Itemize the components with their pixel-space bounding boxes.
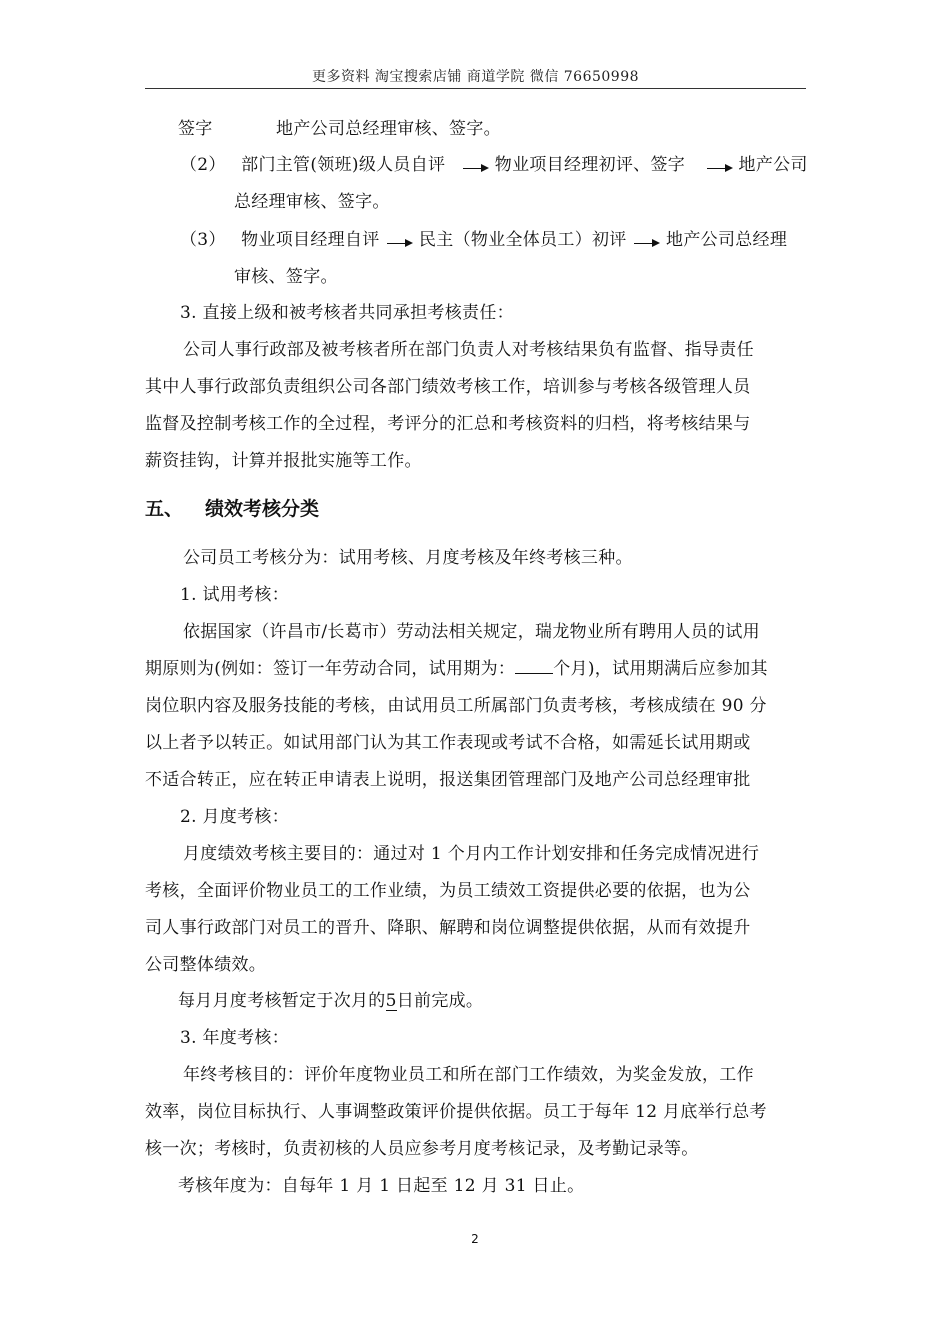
right-arrow-icon (385, 228, 413, 252)
monthly-deadline-start: 每月月度考核暂定于次月的 (178, 991, 386, 1011)
section-heading (145, 494, 319, 521)
responsibility-line-4: 薪资挂钩，计算并报批实施等工作。 (145, 451, 422, 471)
annual-period: 考核年度为：自每年 1 月 1 日起至 12 月 31 日止。 (178, 1176, 585, 1196)
monthly-line-1: 月度绩效考核主要目的：通过对 1 个月内工作计划安排和任务完成情况进行 (183, 844, 760, 864)
flow-item2-step1: 部门主管(领班)级人员自评 (241, 155, 446, 175)
section-title: 绩效考核分类 (205, 498, 320, 520)
trial-line2-start: 期原则为(例如：签订一年劳动合同，试用期为： (145, 659, 516, 679)
flow-line1-approve: 地产公司总经理审核、签字。 (276, 119, 501, 139)
flow-item-3 (180, 228, 787, 252)
annual-title: 3. 年度考核： (180, 1028, 290, 1048)
right-arrow-icon (461, 153, 489, 177)
flow-item3-number: （3） (180, 230, 226, 250)
annual-line-2: 效率，岗位目标执行、人事调整政策评价提供依据。员工于每年 12 月底举行总考 (145, 1102, 767, 1122)
section-number: 五、 (145, 498, 184, 520)
intro-paragraph: 公司员工考核分为：试用考核、月度考核及年终考核三种。 (183, 548, 633, 568)
flow-item-2 (180, 153, 808, 177)
flow-item2-step3: 地产公司 (738, 155, 808, 175)
flow-item3-step3: 地产公司总经理 (666, 230, 788, 250)
flow-item3-continued: 审核、签字。 (234, 267, 338, 287)
responsibility-title: 3. 直接上级和被考核者共同承担考核责任： (180, 303, 514, 323)
annual-line-1: 年终考核目的：评价年度物业员工和所在部门工作绩效，为奖金发放，工作 (183, 1065, 754, 1085)
header-divider (145, 88, 806, 89)
right-arrow-icon (705, 153, 733, 177)
trial-line-1: 依据国家（许昌市/长葛市）劳动法相关规定，瑞龙物业所有聘用人员的试用 (183, 622, 760, 642)
monthly-deadline-day: 5 (385, 991, 397, 1011)
responsibility-line-2: 其中人事行政部负责组织公司各部门绩效考核工作，培训参与考核各级管理人员 (145, 377, 751, 397)
flow-item2-step2: 物业项目经理初评、签字 (494, 155, 686, 175)
monthly-title: 2. 月度考核： (180, 807, 290, 827)
flow-line1-sign: 签字 (178, 119, 213, 139)
monthly-line-3: 司人事行政部门对员工的晋升、降职、解聘和岗位调整提供依据，从而有效提升 (145, 918, 751, 938)
page-header: 更多资料 淘宝搜索店铺 商道学院 微信 76650998 (311, 69, 640, 85)
trial-line-4: 以上者予以转正。如试用部门认为其工作表现或考试不合格，如需延长试用期或 (145, 733, 751, 753)
right-arrow-icon (632, 228, 660, 252)
monthly-deadline-end: 日前完成。 (396, 991, 484, 1011)
trial-line-3: 岗位职内容及服务技能的考核，由试用员工所属部门负责考核，考核成绩在 90 分 (145, 696, 767, 716)
trial-line-2 (145, 657, 768, 681)
monthly-line-4: 公司整体绩效。 (145, 955, 267, 975)
annual-line-3: 核一次；考核时，负责初核的人员应参考月度考核记录，及考勤记录等。 (145, 1139, 699, 1159)
trial-title: 1. 试用考核： (180, 585, 290, 605)
flow-item2-number: （2） (180, 155, 226, 175)
flow-line-1 (178, 117, 501, 141)
responsibility-line-3: 监督及控制考核工作的全过程，考评分的汇总和考核资料的归档，将考核结果与 (145, 414, 751, 434)
trial-line2-end: 个月)，试用期满后应参加其 (553, 659, 768, 679)
flow-item2-continued: 总经理审核、签字。 (234, 192, 390, 212)
flow-item3-step1: 物业项目经理自评 (241, 230, 380, 250)
responsibility-line-1: 公司人事行政部及被考核者所在部门负责人对考核结果负有监督、指导责任 (183, 340, 754, 360)
monthly-line-2: 考核，全面评价物业员工的工作业绩，为员工绩效工资提供必要的依据，也为公 (145, 881, 751, 901)
trial-line-5: 不适合转正，应在转正申请表上说明，报送集团管理部门及地产公司总经理审批 (145, 770, 751, 790)
flow-item3-step2: 民主（物业全体员工）初评 (419, 230, 627, 250)
blank-field (515, 657, 553, 674)
monthly-deadline (178, 989, 483, 1013)
page-number: 2 (471, 1232, 479, 1246)
